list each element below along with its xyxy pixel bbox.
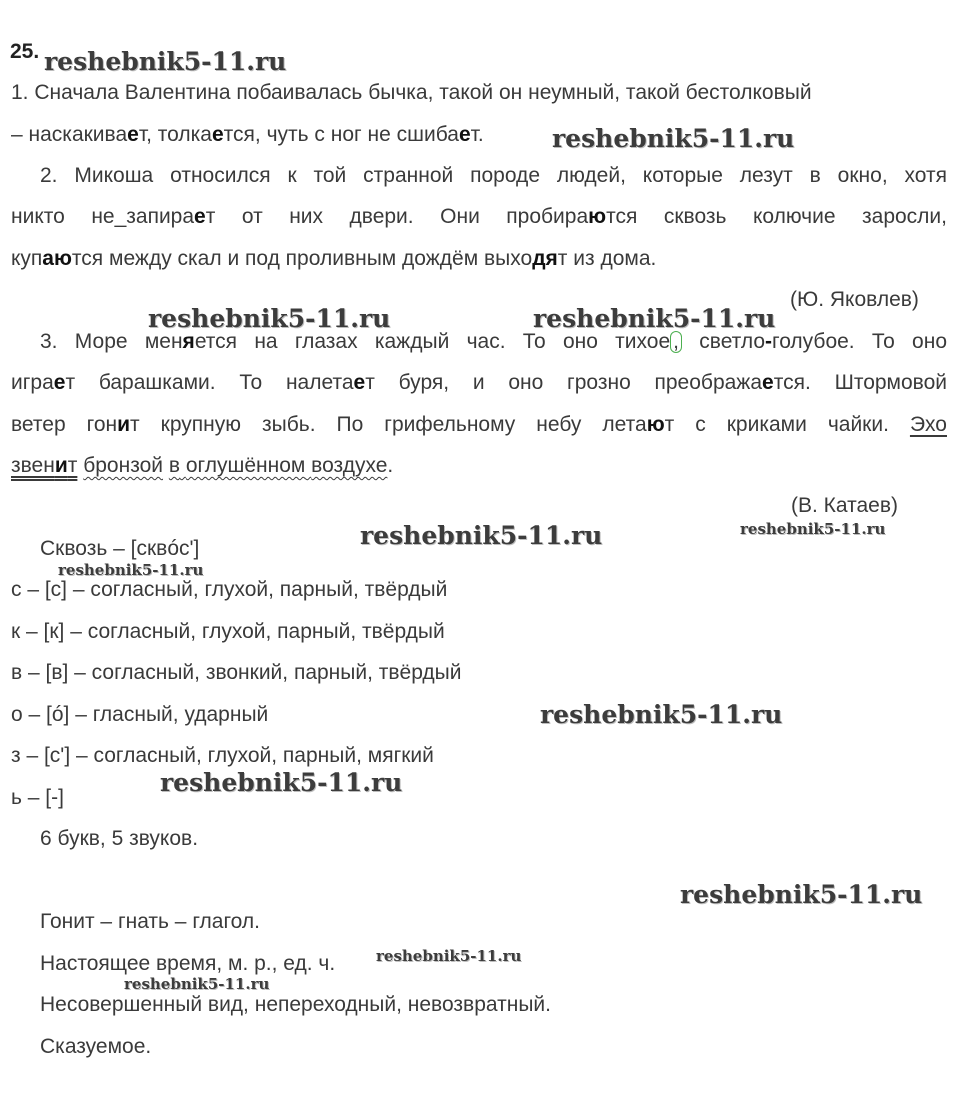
- watermark: reshebnik5-11.ru: [360, 521, 603, 550]
- watermark: reshebnik5-11.ru: [540, 700, 783, 729]
- para1-line1: 1. Сначала Валентина побаивалась бычка, такой он неумный, такой бестолковый: [11, 81, 812, 104]
- phonetic-row: в – [в] – согласный, звонкий, парный, твёрдый: [11, 661, 462, 684]
- phonetic-row: с – [с] – согласный, глухой, парный, твёрдый: [11, 578, 448, 601]
- watermark: reshebnik5-11.ru: [533, 304, 776, 333]
- para3-line3: ветер гонит крупную зыбь. По грифельному небу летают с криками чайки. Эхо: [11, 413, 947, 436]
- morph-line: Настоящее время, м. р., ед. ч.: [40, 952, 336, 975]
- adverbial-underline: бронзой: [83, 454, 164, 477]
- para3-line2: играет барашками. То налетает буря, и оно грозно преображается. Штормовой: [11, 371, 948, 394]
- phonetic-summary: 6 букв, 5 звуков.: [40, 827, 199, 850]
- phonetic-word: Сквозь – [сквóс']: [40, 537, 200, 560]
- morph-line: Гонит – гнать – глагол.: [40, 910, 260, 933]
- morph-line: Сказуемое.: [40, 1035, 152, 1058]
- watermark: reshebnik5-11.ru: [552, 124, 795, 153]
- phonetic-row: з – [с'] – согласный, глухой, парный, мягкий: [11, 744, 434, 767]
- author-yakovlev: (Ю. Яковлев): [790, 288, 919, 311]
- phonetic-row: к – [к] – согласный, глухой, парный, твёрдый: [11, 620, 445, 643]
- para2-line2: никто не_запирает от них двери. Они пробираются сквозь колючие заросли,: [11, 205, 948, 228]
- watermark: reshebnik5-11.ru: [58, 561, 204, 579]
- comma-mark: ,: [670, 331, 682, 353]
- watermark: reshebnik5-11.ru: [160, 768, 403, 797]
- exercise-number: 25.: [10, 40, 40, 63]
- watermark: reshebnik5-11.ru: [740, 520, 886, 538]
- watermark: reshebnik5-11.ru: [680, 880, 923, 909]
- watermark: reshebnik5-11.ru: [376, 947, 522, 965]
- subject-underline: Эхо: [909, 413, 947, 436]
- watermark: reshebnik5-11.ru: [124, 975, 270, 993]
- para2-line1: 2. Микоша относился к той странной породе людей, которые лезут в окно, хотя: [40, 164, 947, 187]
- morph-line: Несовершенный вид, непереходный, невозвратный.: [40, 993, 551, 1016]
- adverbial-underline-2: в оглушённом воздухе: [168, 454, 388, 477]
- phonetic-row: ь – [-]: [11, 786, 64, 809]
- para3-line1: 3. Море меняется на глазах каждый час. То оно тихое , светло-голубое. То оно: [40, 330, 948, 353]
- watermark: reshebnik5-11.ru: [44, 47, 287, 76]
- author-kataev: (В. Катаев): [791, 494, 899, 517]
- para2-line3: купаются между скал и под проливным дождём выходят из дома.: [11, 247, 657, 270]
- para1-line2: – наскакивает, толкается, чуть с ног не сшибает.: [11, 123, 484, 146]
- phonetic-row: о – [ó] – гласный, ударный: [11, 703, 269, 726]
- para3-line4: звенит бронзой в оглушённом воздухе.: [11, 454, 394, 477]
- watermark: reshebnik5-11.ru: [148, 304, 391, 333]
- predicate-underline: звенит: [11, 454, 78, 477]
